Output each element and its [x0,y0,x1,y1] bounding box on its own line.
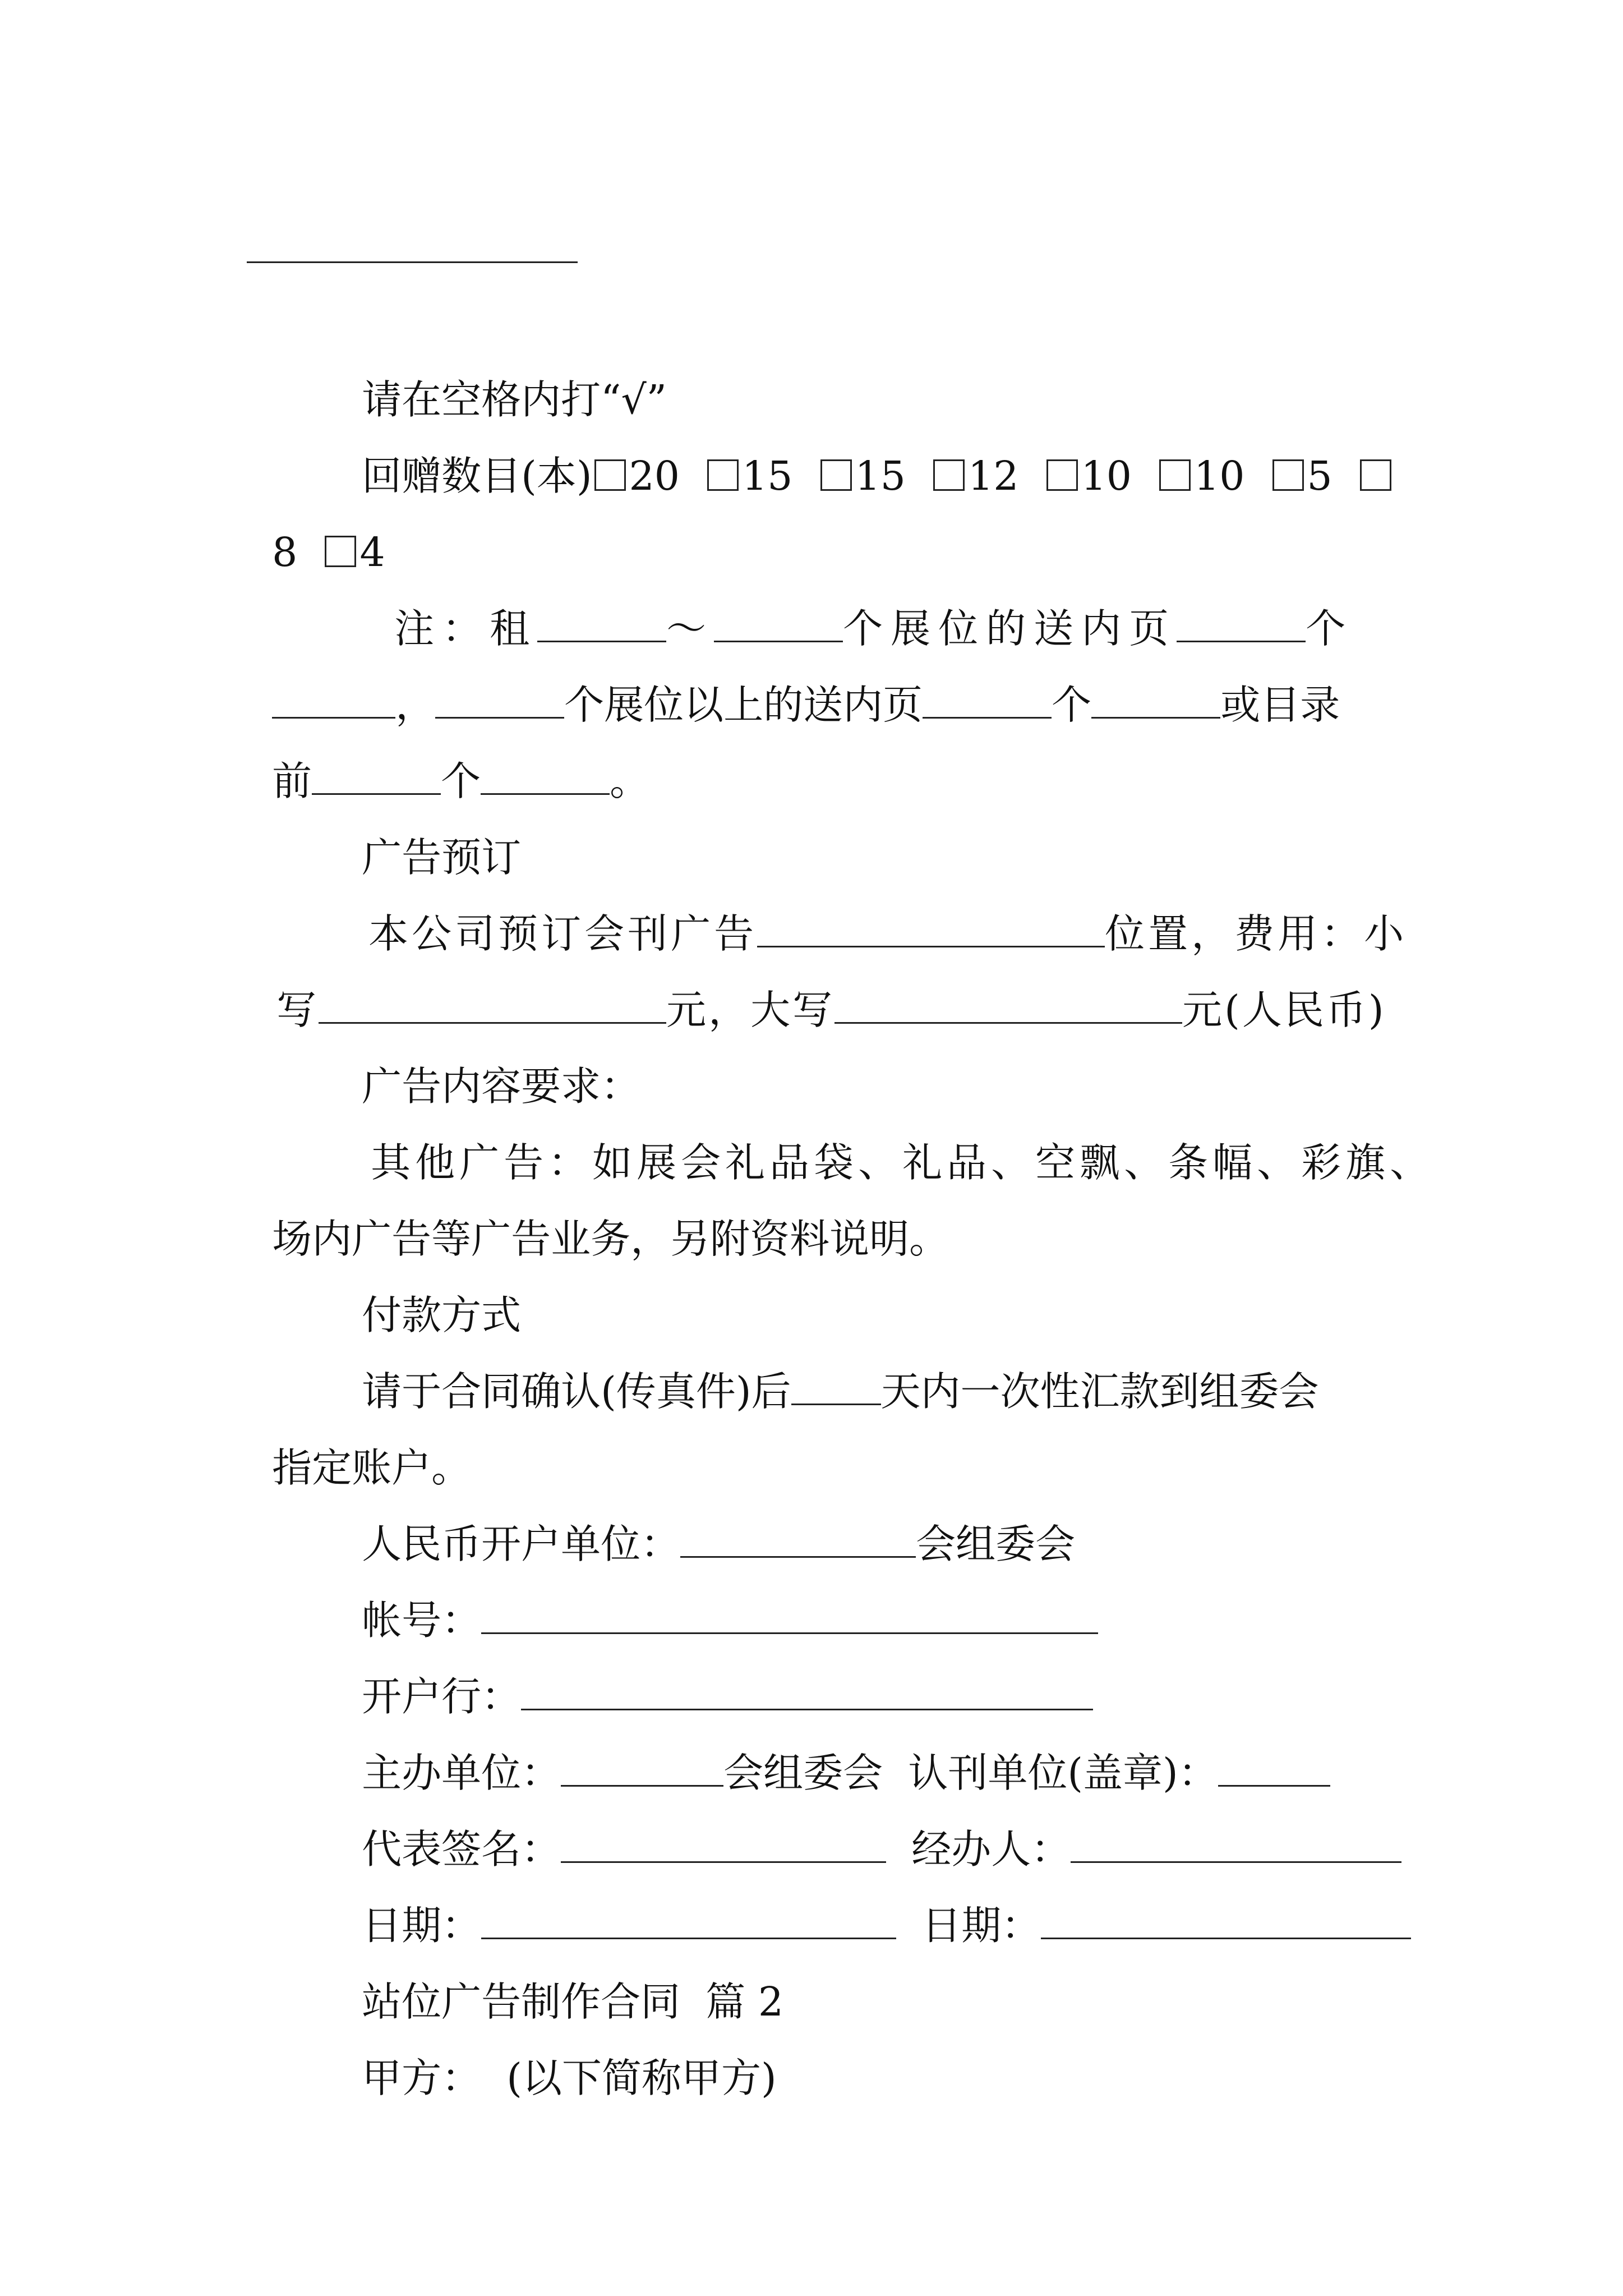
amount-capital-field[interactable] [834,978,1182,1024]
checkbox[interactable] [1159,459,1191,491]
checkbox[interactable] [707,459,739,491]
rep-line: 代表签名： 经办人： [336,1736,1401,1811]
party-a-line: 甲方： (以下简称甲方) [362,2055,777,2101]
checkbox[interactable] [594,459,626,491]
date-field[interactable] [1041,1894,1411,1939]
days-field[interactable] [791,1360,881,1405]
instruction-line: 请在空格内打“√” [362,376,667,423]
checkbox[interactable] [820,459,852,491]
section2-title: 站位广告制作合同 篇 2 [362,1978,784,2025]
other-ads-line-1: 其他广告：如展会礼品袋、礼品、空飘、条幅、彩旗、 [371,1139,1435,1186]
bank-line: 开户行： [336,1583,1093,1659]
blank-field[interactable] [1091,673,1220,719]
top-rule [247,261,578,263]
payment-line-1: 请于合同确认(传真件)后 天内一次性汇款到组委会 [336,1278,1319,1354]
checkbox[interactable] [1272,459,1304,491]
account-number-line: 帐号： [336,1507,1098,1582]
section-title-ad: 广告预订 [362,834,522,881]
checkbox[interactable] [325,536,356,567]
checkbox[interactable] [1360,459,1391,491]
note-line-2: ， 个展位以上的送内页 个 或目录 [247,591,1340,667]
checkbox[interactable] [933,459,965,491]
ad-requirement: 广告内容要求： [362,1063,641,1110]
gift-count-line-cont: 8 4 [272,529,385,576]
date-line: 日期： 日期： [336,1812,1411,1888]
blank-field[interactable] [923,673,1052,719]
payment-line-2: 指定账户。 [272,1444,472,1491]
note-line-3: 前 个 。 [247,668,649,743]
checkbox[interactable] [1046,459,1078,491]
gift-count-line: 回赠数目(本) 20 15 15 12 10 10 5 [336,362,1395,438]
ad-line-2: 写 元，大写 元(人民币) [247,896,1386,972]
host-line: 主办单位： 会组委会 认刊单位(盖章)： [336,1659,1330,1735]
section-title-payment: 付款方式 [362,1292,522,1338]
note-line-1: 注：租 ～ 个展位的送内页 个 [353,515,1353,591]
gift-label: 回赠数目(本) [362,453,592,499]
other-ads-line-2: 场内广告等广告业务，另附资料说明。 [272,1216,949,1262]
ad-line-1: 本公司预订会刊广告 位置，费用：小 [336,820,1407,896]
account-unit-line: 人民币开户单位： 会组委会 [336,1430,1075,1506]
